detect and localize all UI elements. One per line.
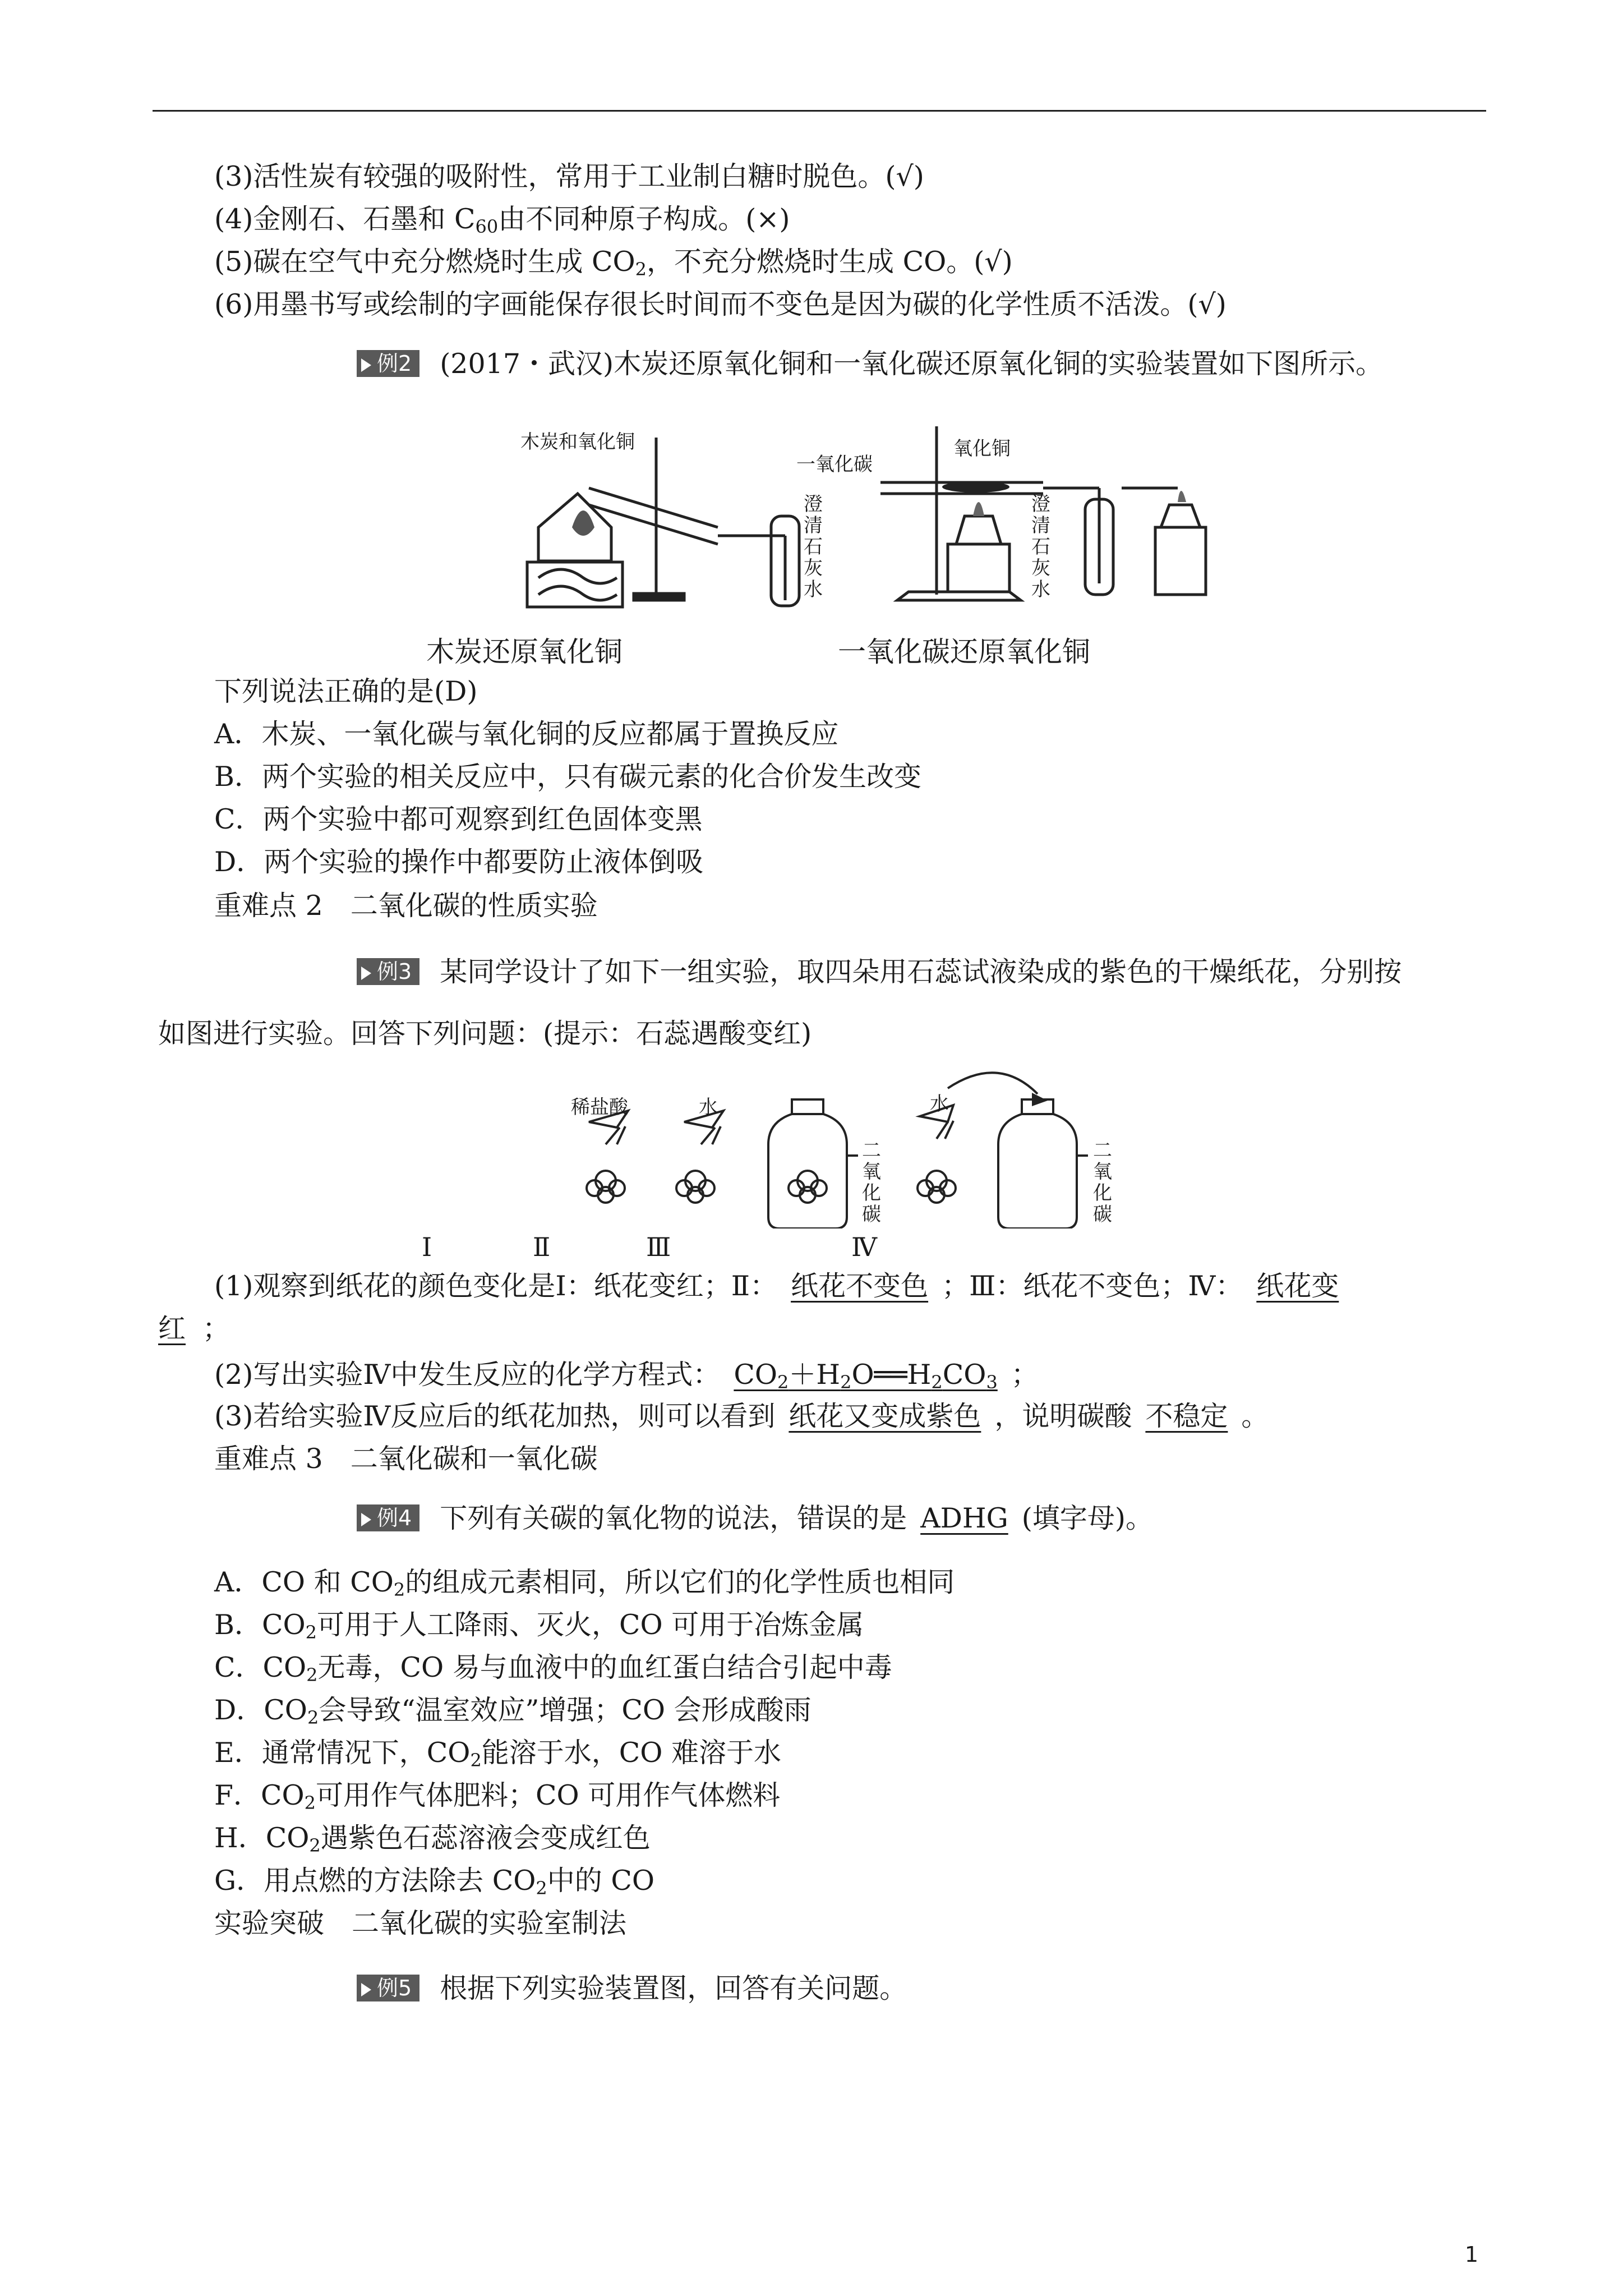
play-triangle-icon <box>361 1983 371 1996</box>
play-triangle-icon <box>361 358 371 372</box>
example4-stem: 例4 下列有关碳的氧化物的说法，错误的是 ADHG (填字母)。 <box>357 1501 1153 1536</box>
section-heading-4: 实验突破 二氧化碳的实验室制法 <box>214 1907 627 1939</box>
example-badge: 例4 <box>357 1504 419 1531</box>
label-co2-1: 二氧化碳 <box>862 1139 881 1226</box>
example3-q1-cont: 红 ； <box>158 1313 230 1345</box>
answer-blank: 纸花不变色 <box>791 1270 929 1302</box>
label-co2-2: 二氧化碳 <box>1093 1139 1112 1226</box>
label-limewater-right: 澄清石灰水 <box>1031 493 1050 601</box>
label-dilute-hcl: 稀盐酸 <box>571 1096 628 1119</box>
example3-q1: (1)观察到纸花的颜色变化是Ⅰ：纸花变红；Ⅱ： 纸花不变色 ；Ⅲ：纸花不变色；Ⅳ： 纸花变 <box>214 1269 1352 1304</box>
play-triangle-icon <box>361 967 371 980</box>
example4-option-e: E．通常情况下，$CO_2$能溶于水，CO 难溶于水 <box>214 1737 782 1771</box>
example-badge: 例3 <box>357 958 419 985</box>
equation-answer: $CO_2+H_2O══H_2CO_3$ <box>734 1359 998 1393</box>
roman-i: Ⅰ <box>422 1232 432 1262</box>
example4-option-g: G．用点燃的方法除去 $CO_2$中的 CO <box>214 1865 654 1899</box>
section-heading-3: 重难点 3 二氧化碳和一氧化碳 <box>214 1443 598 1475</box>
example2-question: 下列说法正确的是(D) <box>214 675 478 707</box>
example4-option-a: A．CO 和 $CO_2$的组成元素相同，所以它们的化学性质也相同 <box>214 1566 955 1600</box>
answer-blank: 纸花变 <box>1256 1270 1339 1302</box>
example5-stem: 例5 根据下列实验装置图，回答有关问题。 <box>357 1971 907 2006</box>
roman-iv: Ⅳ <box>851 1232 877 1262</box>
label-limewater-left: 澄清石灰水 <box>804 493 823 601</box>
statement-4: (4)金刚石、石墨和 $C_{60}$由不同种原子构成。(×) <box>214 203 790 237</box>
answer-blank: 不稳定 <box>1145 1400 1228 1432</box>
example4-option-f: F．$CO_2$可用作气体肥料；CO 可用作气体燃料 <box>214 1779 781 1814</box>
answer-blank: ADHG <box>920 1502 1008 1534</box>
label-charcoal-cuo: 木炭和氧化铜 <box>520 431 635 453</box>
statement-5: (5)碳在空气中充分燃烧时生成 $CO_2$，不充分燃烧时生成 CO。(√) <box>214 246 1013 280</box>
statement-6: (6)用墨书写或绘制的字画能保存很长时间而不变色是因为碳的化学性质不活泼。(√) <box>214 288 1227 320</box>
answer-blank: 红 <box>158 1313 186 1345</box>
example2-option-d: D．两个实验的操作中都要防止液体倒吸 <box>214 846 704 878</box>
play-triangle-icon <box>361 1513 371 1526</box>
roman-ii: Ⅱ <box>533 1232 551 1262</box>
header-rule <box>153 110 1486 112</box>
answer-blank: 纸花又变成紫色 <box>789 1400 981 1432</box>
example3-q2: (2)写出实验Ⅳ中发生反应的化学方程式： $CO_2+H_2O══H_2CO_3$ ； <box>214 1359 1039 1393</box>
example2-option-a: A．木炭、一氧化碳与氧化铜的反应都属于置换反应 <box>214 718 839 750</box>
label-water-2: 水 <box>930 1093 949 1115</box>
example2-stem: 例2 (2017・武汉)木炭还原氧化铜和一氧化碳还原氧化铜的实验装置如下图所示。 <box>357 347 1383 381</box>
example2-option-b: B．两个实验的相关反应中，只有碳元素的化合价发生改变 <box>214 761 922 793</box>
section-heading-2: 重难点 2 二氧化碳的性质实验 <box>214 890 598 922</box>
label-water-1: 水 <box>699 1096 718 1119</box>
example-badge: 例5 <box>357 1975 419 2001</box>
example-badge: 例2 <box>357 350 419 377</box>
caption-charcoal: 木炭还原氧化铜 <box>426 636 623 668</box>
example3-q3: (3)若给实验Ⅳ反应后的纸花加热，则可以看到 纸花又变成紫色 ，说明碳酸 不稳定 。 <box>214 1400 1269 1432</box>
label-co-gas: 一氧化碳 <box>796 453 873 476</box>
litmus-flower-figure <box>566 1060 1127 1228</box>
example2-option-c: C．两个实验中都可观察到红色固体变黑 <box>214 803 703 835</box>
caption-co: 一氧化碳还原氧化铜 <box>838 636 1090 668</box>
example3-stem-1: 例3 某同学设计了如下一组实验，取四朵用石蕊试液染成的紫色的干燥纸花，分别按 <box>357 955 1401 990</box>
roman-iii: Ⅲ <box>646 1232 671 1262</box>
example4-option-h: H．$CO_2$遇紫色石蕊溶液会变成红色 <box>214 1822 651 1856</box>
statement-3: (3)活性炭有较强的吸附性，常用于工业制白糖时脱色。(√) <box>214 160 924 192</box>
example4-option-b: B．$CO_2$可用于人工降雨、灭火，CO 可用于冶炼金属 <box>214 1609 864 1643</box>
label-cuo: 氧化铜 <box>953 438 1011 460</box>
example4-option-d: D．$CO_2$会导致“温室效应”增强；CO 会形成酸雨 <box>214 1694 811 1728</box>
page-number: 1 <box>1464 2242 1478 2267</box>
example3-stem-2: 如图进行实验。回答下列问题：(提示：石蕊遇酸变红) <box>158 1018 812 1050</box>
example4-option-c: C．$CO_2$无毒，CO 易与血液中的血红蛋白结合引起中毒 <box>214 1651 892 1686</box>
